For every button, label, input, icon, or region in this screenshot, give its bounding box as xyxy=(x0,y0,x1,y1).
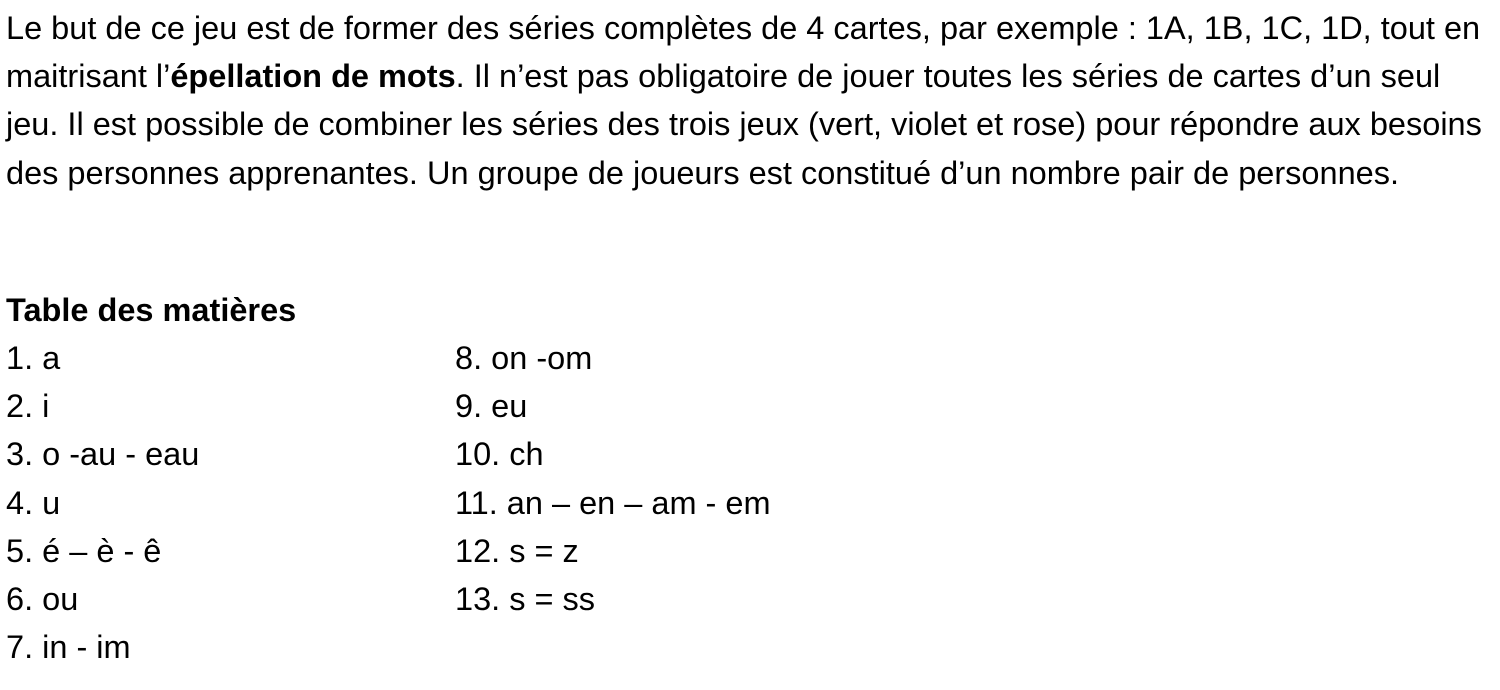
toc-column-right xyxy=(455,334,771,623)
toc-item: 6. ou xyxy=(6,581,79,618)
intro-bold-term: épellation de mots xyxy=(170,58,456,95)
table-of-contents xyxy=(6,334,1006,674)
toc-column-left xyxy=(6,334,199,671)
document-page xyxy=(6,0,1496,690)
toc-item: 13. s = ss xyxy=(455,581,595,618)
toc-item: 7. in - im xyxy=(6,629,131,666)
toc-item: 11. an – en – am - em xyxy=(455,484,771,521)
toc-item: 3. o -au - eau xyxy=(6,436,200,473)
toc-item: 2. i xyxy=(6,388,50,425)
toc-item: 10. ch xyxy=(455,436,544,473)
toc-item: 5. é – è - ê xyxy=(6,532,162,569)
toc-item: 4. u xyxy=(6,484,61,521)
toc-heading: Table des matières xyxy=(6,292,297,328)
toc-item: 8. on -om xyxy=(455,340,593,376)
toc-item: 12. s = z xyxy=(455,532,579,569)
intro-text-after: . Il n’est pas obligatoire de jouer toutes les séries de cartes d’un seul jeu. Il est possible de combiner les séries des trois jeux (vert, violet et rose) pour répondre aux besoins des personnes apprenantes. Un groupe de joueurs est constitué d’un nombre pair de personnes. xyxy=(6,58,1482,191)
intro-text-before: Le but de ce jeu est de former des séries complètes de 4 cartes, par exemple : 1A, 1B, 1C, 1D, tout en maitrisant l’ xyxy=(6,10,1481,95)
toc-item: 9. eu xyxy=(455,388,528,425)
toc-item: 1. a xyxy=(6,340,61,376)
intro-paragraph xyxy=(6,0,1492,197)
